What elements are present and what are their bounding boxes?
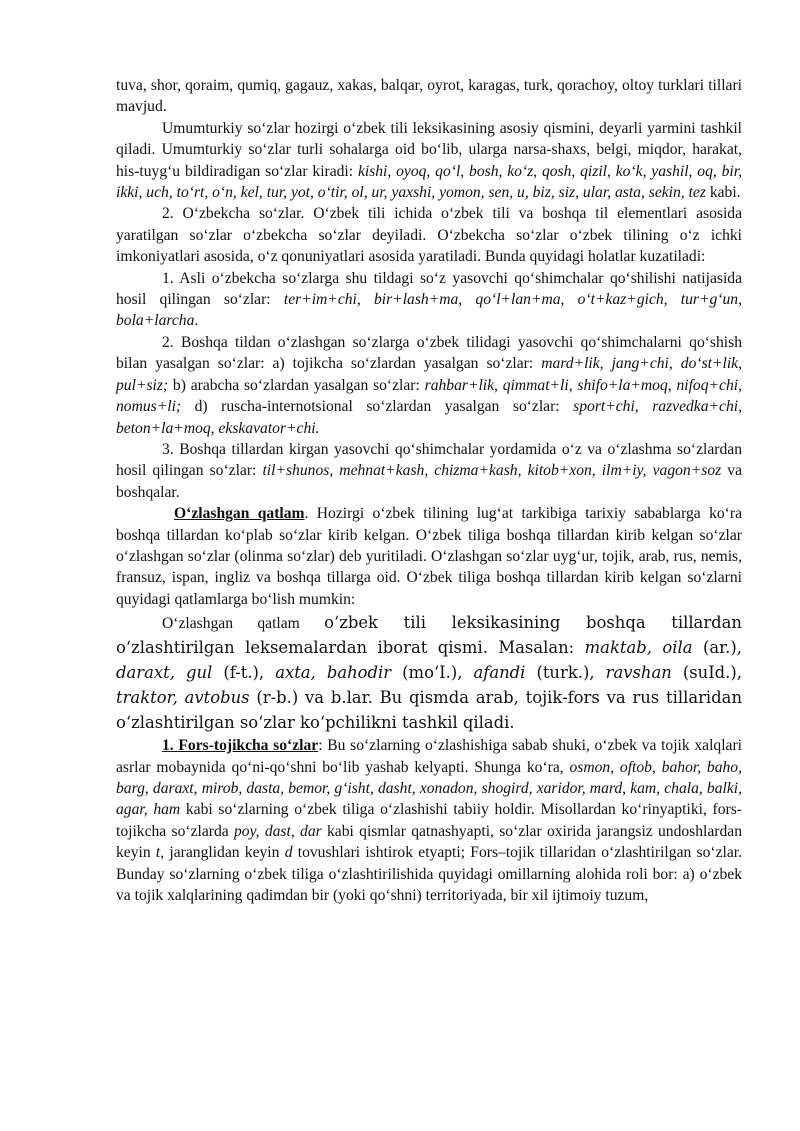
text: (mo‘I.),	[391, 663, 474, 683]
paragraph-borrowed-layer	[116, 503, 742, 610]
text: kabi.	[705, 184, 741, 202]
text: 3. Boshqa tillardan kirgan yasovchi qo‘shimchalar yordamida o‘z va o‘zlashma so‘zlardan hosil qilingan so‘zlar:	[116, 440, 742, 480]
example-words: daraxt, gul	[116, 663, 213, 683]
text: Umumturkiy so‘zlar hozirgi o‘zbek tili leksikasining asosiy qismini, deyarli yarmini tashkil qiladi. Umumturkiy so‘zlar turli sohalarga oid bo‘lib, ularga narsa-shaxs, belgi, miqdor, harakat, his-tuyg‘u bildiradigan so‘zlar kiradi:	[116, 119, 742, 180]
text: . Hozirgi o‘zbek tilining lug‘at tarkibiga tarixiy sabablarga ko‘ra boshqa tillardan ko‘plab so‘zlar kirib kelgan. O‘zbek tiliga boshqa tillardan kirib kelgan so‘zlar o‘zlashgan so‘zlar (olinma so‘zlar) deb yuritiladi. O‘zlashgan so‘zlar uyg‘ur, tojik, arab, rus, nemis, fransuz, ispan, ingliz va boshqa tillarga oid. O‘zbek tiliga boshqa tillardan kirib kelgan so‘zlarni quyidagi qatlamlarga bo‘lish mumkin:	[116, 505, 742, 608]
text: : Bu so‘zlarning o‘zlashishiga sabab shuki, o‘zbek va tojik xalqlari asrlar mobaynida qo‘ni-qo‘shni bo‘lib yashab kelyapti. Shunga ko‘ra,	[116, 737, 742, 776]
text: d) ruscha-internotsional so‘zlardan yasalgan so‘zlar:	[181, 398, 574, 416]
paragraph-point-3	[116, 439, 742, 503]
example-words: kishi, oyoq, qo‘l, bosh, ko‘z, qosh, qizil, ko‘k, yashil, oq, bir, ikki, uch, to‘rt, o‘n, kel, tur, yot, o‘tir, ol, ur, yaxshi, yomon, sen, u, biz, siz, ular, asta, sekin, tez	[116, 162, 742, 202]
paragraph-common-turkic	[116, 118, 742, 204]
example-words: osmon, oftob, bahor, baho, barg, daraxt, mirob, dasta, bemor, g‘isht, dasht, xonadon, shogird, xaridor, mard, kam, chala, balki, agar, ham	[116, 758, 742, 819]
example-words: axta, bahodir	[275, 663, 392, 683]
text: (turk.),	[525, 663, 606, 683]
text: tovushlari ishtirok etyapti; Fors–tojik tillaridan o‘zlashtirilgan so‘zlar. Bunday so‘zlarning o‘zbek tiliga o‘zlashtirilishida quyidagi omillarning alohida roli bor: a) o‘zbek va tojik xalqlarining qadimdan bir (yoki qo‘shni) territoriyada, bir xil ijtimoiy tuzum,	[116, 844, 742, 904]
text: kabi qismlar qatnashyapti, so‘zlar oxirida jarangsiz undoshlardan keyin	[116, 822, 743, 862]
text: .	[194, 312, 199, 330]
document-page	[116, 75, 742, 906]
paragraph-point-2	[116, 332, 742, 439]
example-words: ravshan	[605, 663, 672, 683]
paragraph-turkic-languages: tuva, shor, qoraim, qumiq, gagauz, xakas, balqar, oyrot, karagas, turk, qorachoy, oltoy turklari tillari mavjud.	[116, 77, 742, 116]
text: va boshqalar.	[116, 462, 742, 501]
example-letter: d	[284, 844, 293, 862]
example-words: til+shunos, mehnat+kash, chizma+kash, kitob+xon, ilm+iy, vagon+soz	[262, 462, 722, 480]
paragraph-point-1	[116, 268, 742, 332]
text: (r-b.) va b.lar. Bu qismda arab, tojik-fors va rus tillaridan o‘zlashtirilgan so‘zlar ko‘pchilikni tashkil qiladi.	[116, 688, 742, 733]
text: b) arabcha so‘zlardan yasalgan so‘zlar:	[168, 376, 425, 394]
text: O‘zlashgan qatlam	[162, 615, 325, 633]
text: 1. Asli o‘zbekcha so‘zlarga shu tildagi so‘z yasovchi qo‘shimchalar qo‘shilishi natijasida hosil qilingan so‘zlar:	[116, 269, 742, 309]
example-words: maktab, oila	[584, 638, 693, 658]
text: o‘zbek tili leksikasining boshqa tillardan o‘zlashtirilgan leksemalardan iborat qismi. Masalan:	[116, 613, 742, 658]
text: (ar.),	[692, 638, 742, 658]
example-words: ter+im+chi, bir+lash+ma, qo‘l+lan+ma, o‘t+kaz+gich, tur+g‘un, bola+larcha	[116, 291, 742, 330]
example-words: traktor, avtobus	[116, 688, 250, 708]
text: , jaranglidan keyin	[160, 844, 285, 862]
example-words: poy, dast, dar	[233, 822, 322, 840]
example-letter: t	[155, 844, 161, 862]
example-words: mard+lik, jang+chi, do‘st+lik, pul+siz;	[116, 355, 742, 394]
example-words: rahbar+lik, qimmat+li, shifo+la+moq, nifoq+chi, nomus+li;	[116, 376, 742, 416]
paragraph-uzbek-words: 2. O‘zbekcha so‘zlar. O‘zbek tili ichida o‘zbek tili va boshqa til elementlari asosida yaratilgan so‘zlar o‘zbekcha so‘zlar deyiladi. O‘zbekcha so‘zlar o‘zbek tilining o‘z ichki imkoniyatlari asosida, o‘z qonuniyatlari asosida yaratiladi. Bunda quyidagi holatlar kuzatiladi:	[116, 205, 742, 266]
section-heading: O‘zlashgan qatlam	[174, 505, 305, 523]
section-heading: 1. Fors-tojikcha so‘zlar	[162, 737, 319, 755]
paragraph-borrowed-definition	[116, 610, 742, 735]
example-words: sport+chi, razvedka+chi, beton+la+moq, ekskavator+chi.	[116, 398, 742, 437]
text: (suId.),	[671, 663, 742, 683]
text: kabi so‘zlarning o‘zbek tiliga o‘zlashishi tabiiy holdir. Misollardan ko‘rinyaptiki, fors-tojikcha so‘zlarda	[116, 801, 742, 840]
text: (f-t.),	[212, 663, 276, 683]
example-words: afandi	[473, 663, 526, 683]
text: 2. Boshqa tildan o‘zlashgan so‘zlarga o‘zbek tilidagi yasovchi qo‘shimchalarni qo‘shish bilan yasalgan so‘zlar: a) tojikcha so‘zlardan yasalgan so‘zlar:	[116, 333, 742, 373]
paragraph-persian-tajik	[116, 735, 742, 906]
